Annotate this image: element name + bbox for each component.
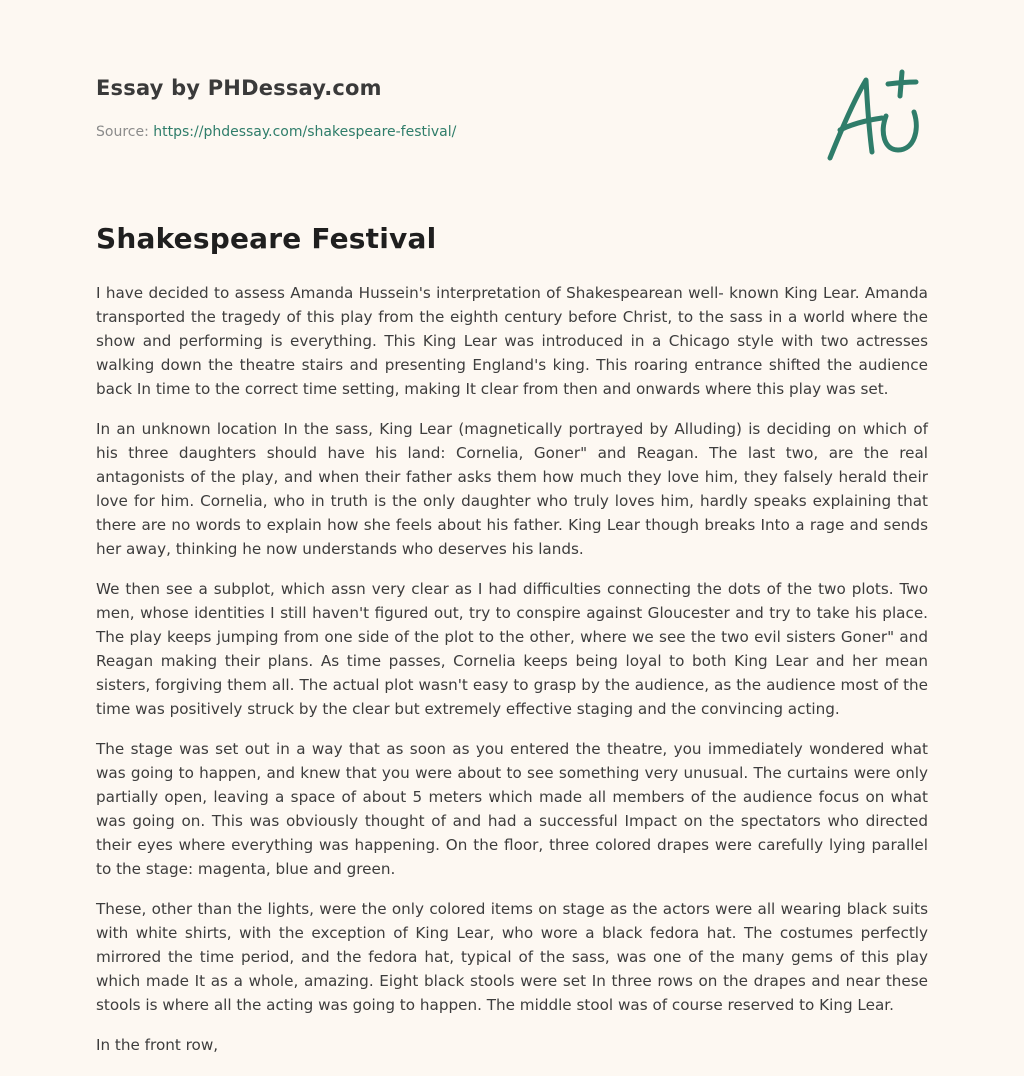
source-label: Source: xyxy=(96,124,154,140)
page-header xyxy=(96,74,936,140)
a-plus-grade-icon xyxy=(820,66,930,166)
article-title: Shakespeare Festival xyxy=(96,222,437,255)
article-paragraph: I have decided to assess Amanda Hussein's interpretation of Shakespearean well- known King Lear. Amanda transported the tragedy of this play from the eighth century before Christ, to the sass in a world where the show and performing is everything. This King Lear was introduced in a Chicago style with two actresses walking down the theatre stairs and presenting England's king. This roaring entrance shifted the audience back In time to the correct time setting, making It clear from then and onwards where this play was set. xyxy=(96,284,928,398)
article-paragraph: In an unknown location In the sass, King Lear (magnetically portrayed by Alluding) is deciding on which of his three daughters should have his land: Cornelia, Goner" and Reagan. The last two, are the real antagonists of the play, and when their father asks them how much they love him, they falsely herald their love for him. Cornelia, who in truth is the only daughter who truly loves him, hardly speaks explaining that there are no words to explain how she feels about his father. King Lear though breaks Into a rage and sends her away, thinking he now understands who deserves his lands. xyxy=(96,420,928,558)
brand-title: Essay by PHDessay.com xyxy=(96,76,382,100)
article xyxy=(96,222,928,1073)
source-link[interactable]: https://phdessay.com/shakespeare-festival/ xyxy=(153,124,457,140)
article-paragraph: We then see a subplot, which assn very clear as I had difficulties connecting the dots of the two plots. Two men, whose identities I still haven't figured out, try to conspire against Gloucester and try to take his place. The play keeps jumping from one side of the plot to the other, where we see the two evil sisters Goner" and Reagan making their plans. As time passes, Cornelia keeps being loyal to both King Lear and her mean sisters, forgiving them all. The actual plot wasn't easy to grasp by the audience, as the audience most of the time was positively struck by the clear but extremely effective staging and the convincing acting. xyxy=(96,580,928,718)
source-line xyxy=(96,124,936,140)
article-paragraph: These, other than the lights, were the only colored items on stage as the actors were all wearing black suits with white shirts, with the exception of King Lear, who wore a black fedora hat. The costumes perfectly mirrored the time period, and the fedora hat, typical of the sass, was one of the many gems of this play which made It as a whole, amazing. Eight black stools were set In three rows on the drapes and near these stools is where all the acting was going to happen. The middle stool was of course reserved to King Lear. xyxy=(96,900,928,1014)
article-paragraph: The stage was set out in a way that as soon as you entered the theatre, you immediately wondered what was going to happen, and knew that you were about to see something very unusual. The curtains were only partially open, leaving a space of about 5 meters which made all members of the audience focus on what was going on. This was obviously thought of and had a successful Impact on the spectators who directed their eyes where everything was happening. On the floor, three colored drapes were carefully lying parallel to the stage: magenta, blue and green. xyxy=(96,740,928,878)
article-paragraph: In the front row, xyxy=(96,1036,219,1054)
